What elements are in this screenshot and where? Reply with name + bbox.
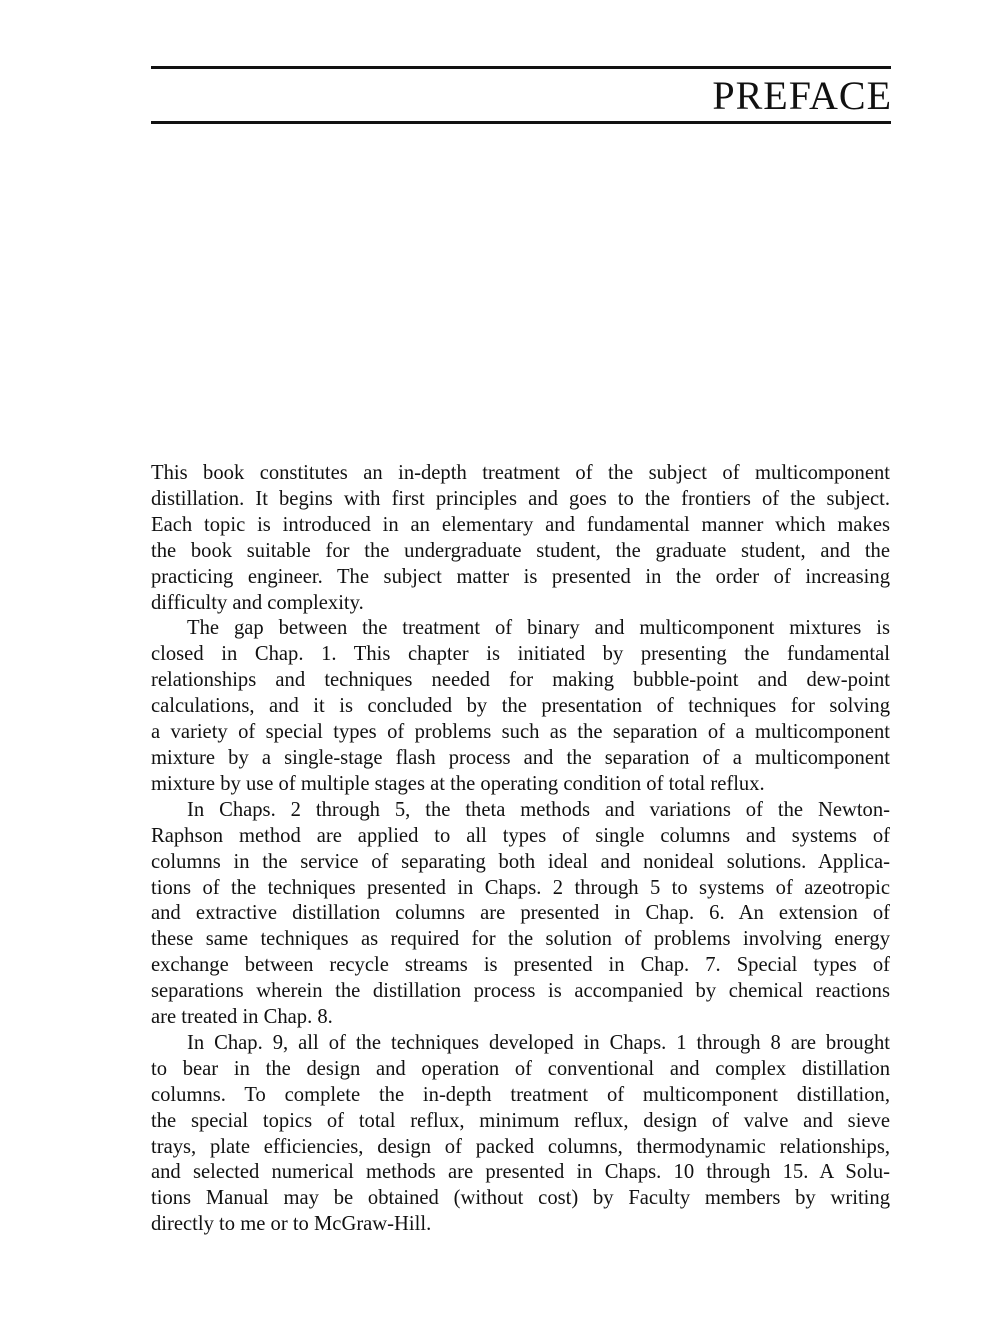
text-line: the special topics of total reflux, minimum reflux, design of valve and sieve <box>151 1109 890 1132</box>
text-line: difficulty and complexity. <box>151 591 364 614</box>
page-title: PREFACE <box>712 73 892 118</box>
preface-body <box>151 461 890 1238</box>
text-line: tions of the techniques presented in Chaps. 2 through 5 to systems of azeotropic <box>151 876 890 899</box>
text-line: a variety of special types of problems such as the separation of a multicomponent <box>151 721 890 744</box>
text-line: trays, plate efficiencies, design of packed columns, thermodynamic relationships, <box>151 1135 890 1158</box>
text-line: calculations, and it is concluded by the presentation of techniques for solving <box>151 695 890 718</box>
text-line: tions Manual may be obtained (without cost) by Faculty members by writing <box>151 1187 890 1210</box>
text-line: In Chaps. 2 through 5, the theta methods and variations of the Newton- <box>187 798 890 821</box>
paragraph-4 <box>151 1031 890 1238</box>
text-line: mixture by a single-stage flash process and the separation of a multicomponent <box>151 746 890 769</box>
text-line: In Chap. 9, all of the techniques developed in Chaps. 1 through 8 are brought <box>187 1031 890 1054</box>
text-line: The gap between the treatment of binary and multicomponent mixtures is <box>187 617 890 640</box>
paragraph-2 <box>151 616 890 797</box>
text-line: Each topic is introduced in an elementary and fundamental manner which makes <box>151 513 890 536</box>
paragraph-3 <box>151 798 890 1031</box>
header-rule-top <box>151 66 891 69</box>
header-rule-bottom <box>151 121 891 124</box>
text-line: relationships and techniques needed for making bubble-point and dew-point <box>151 669 890 692</box>
text-line: practicing engineer. The subject matter is presented in the order of increasing <box>151 565 890 588</box>
text-line: and selected numerical methods are presented in Chaps. 10 through 15. A Solu- <box>151 1161 890 1184</box>
text-line: columns in the service of separating both ideal and nonideal solutions. Applica- <box>151 850 890 873</box>
text-line: and extractive distillation columns are presented in Chap. 6. An extension of <box>151 902 890 925</box>
text-line: separations wherein the distillation process is accompanied by chemical reactions <box>151 980 890 1003</box>
text-line: directly to me or to McGraw-Hill. <box>151 1213 432 1236</box>
text-line: mixture by use of multiple stages at the operating condition of total reflux. <box>151 772 765 795</box>
text-line: the book suitable for the undergraduate student, the graduate student, and the <box>151 539 890 562</box>
text-line: exchange between recycle streams is presented in Chap. 7. Special types of <box>151 954 890 977</box>
text-line: to bear in the design and operation of conventional and complex distillation <box>151 1057 890 1080</box>
text-line: Raphson method are applied to all types of single columns and systems of <box>151 824 890 847</box>
text-line: distillation. It begins with first principles and goes to the frontiers of the subject. <box>151 487 890 510</box>
text-line: these same techniques as required for the solution of problems involving energy <box>151 928 890 951</box>
text-line: closed in Chap. 1. This chapter is initiated by presenting the fundamental <box>151 643 890 666</box>
text-line: This book constitutes an in-depth treatment of the subject of multicomponent <box>151 462 890 484</box>
paragraph-1 <box>151 461 890 616</box>
text-line: are treated in Chap. 8. <box>151 1006 333 1029</box>
text-line: columns. To complete the in-depth treatment of multicomponent distillation, <box>151 1083 890 1106</box>
